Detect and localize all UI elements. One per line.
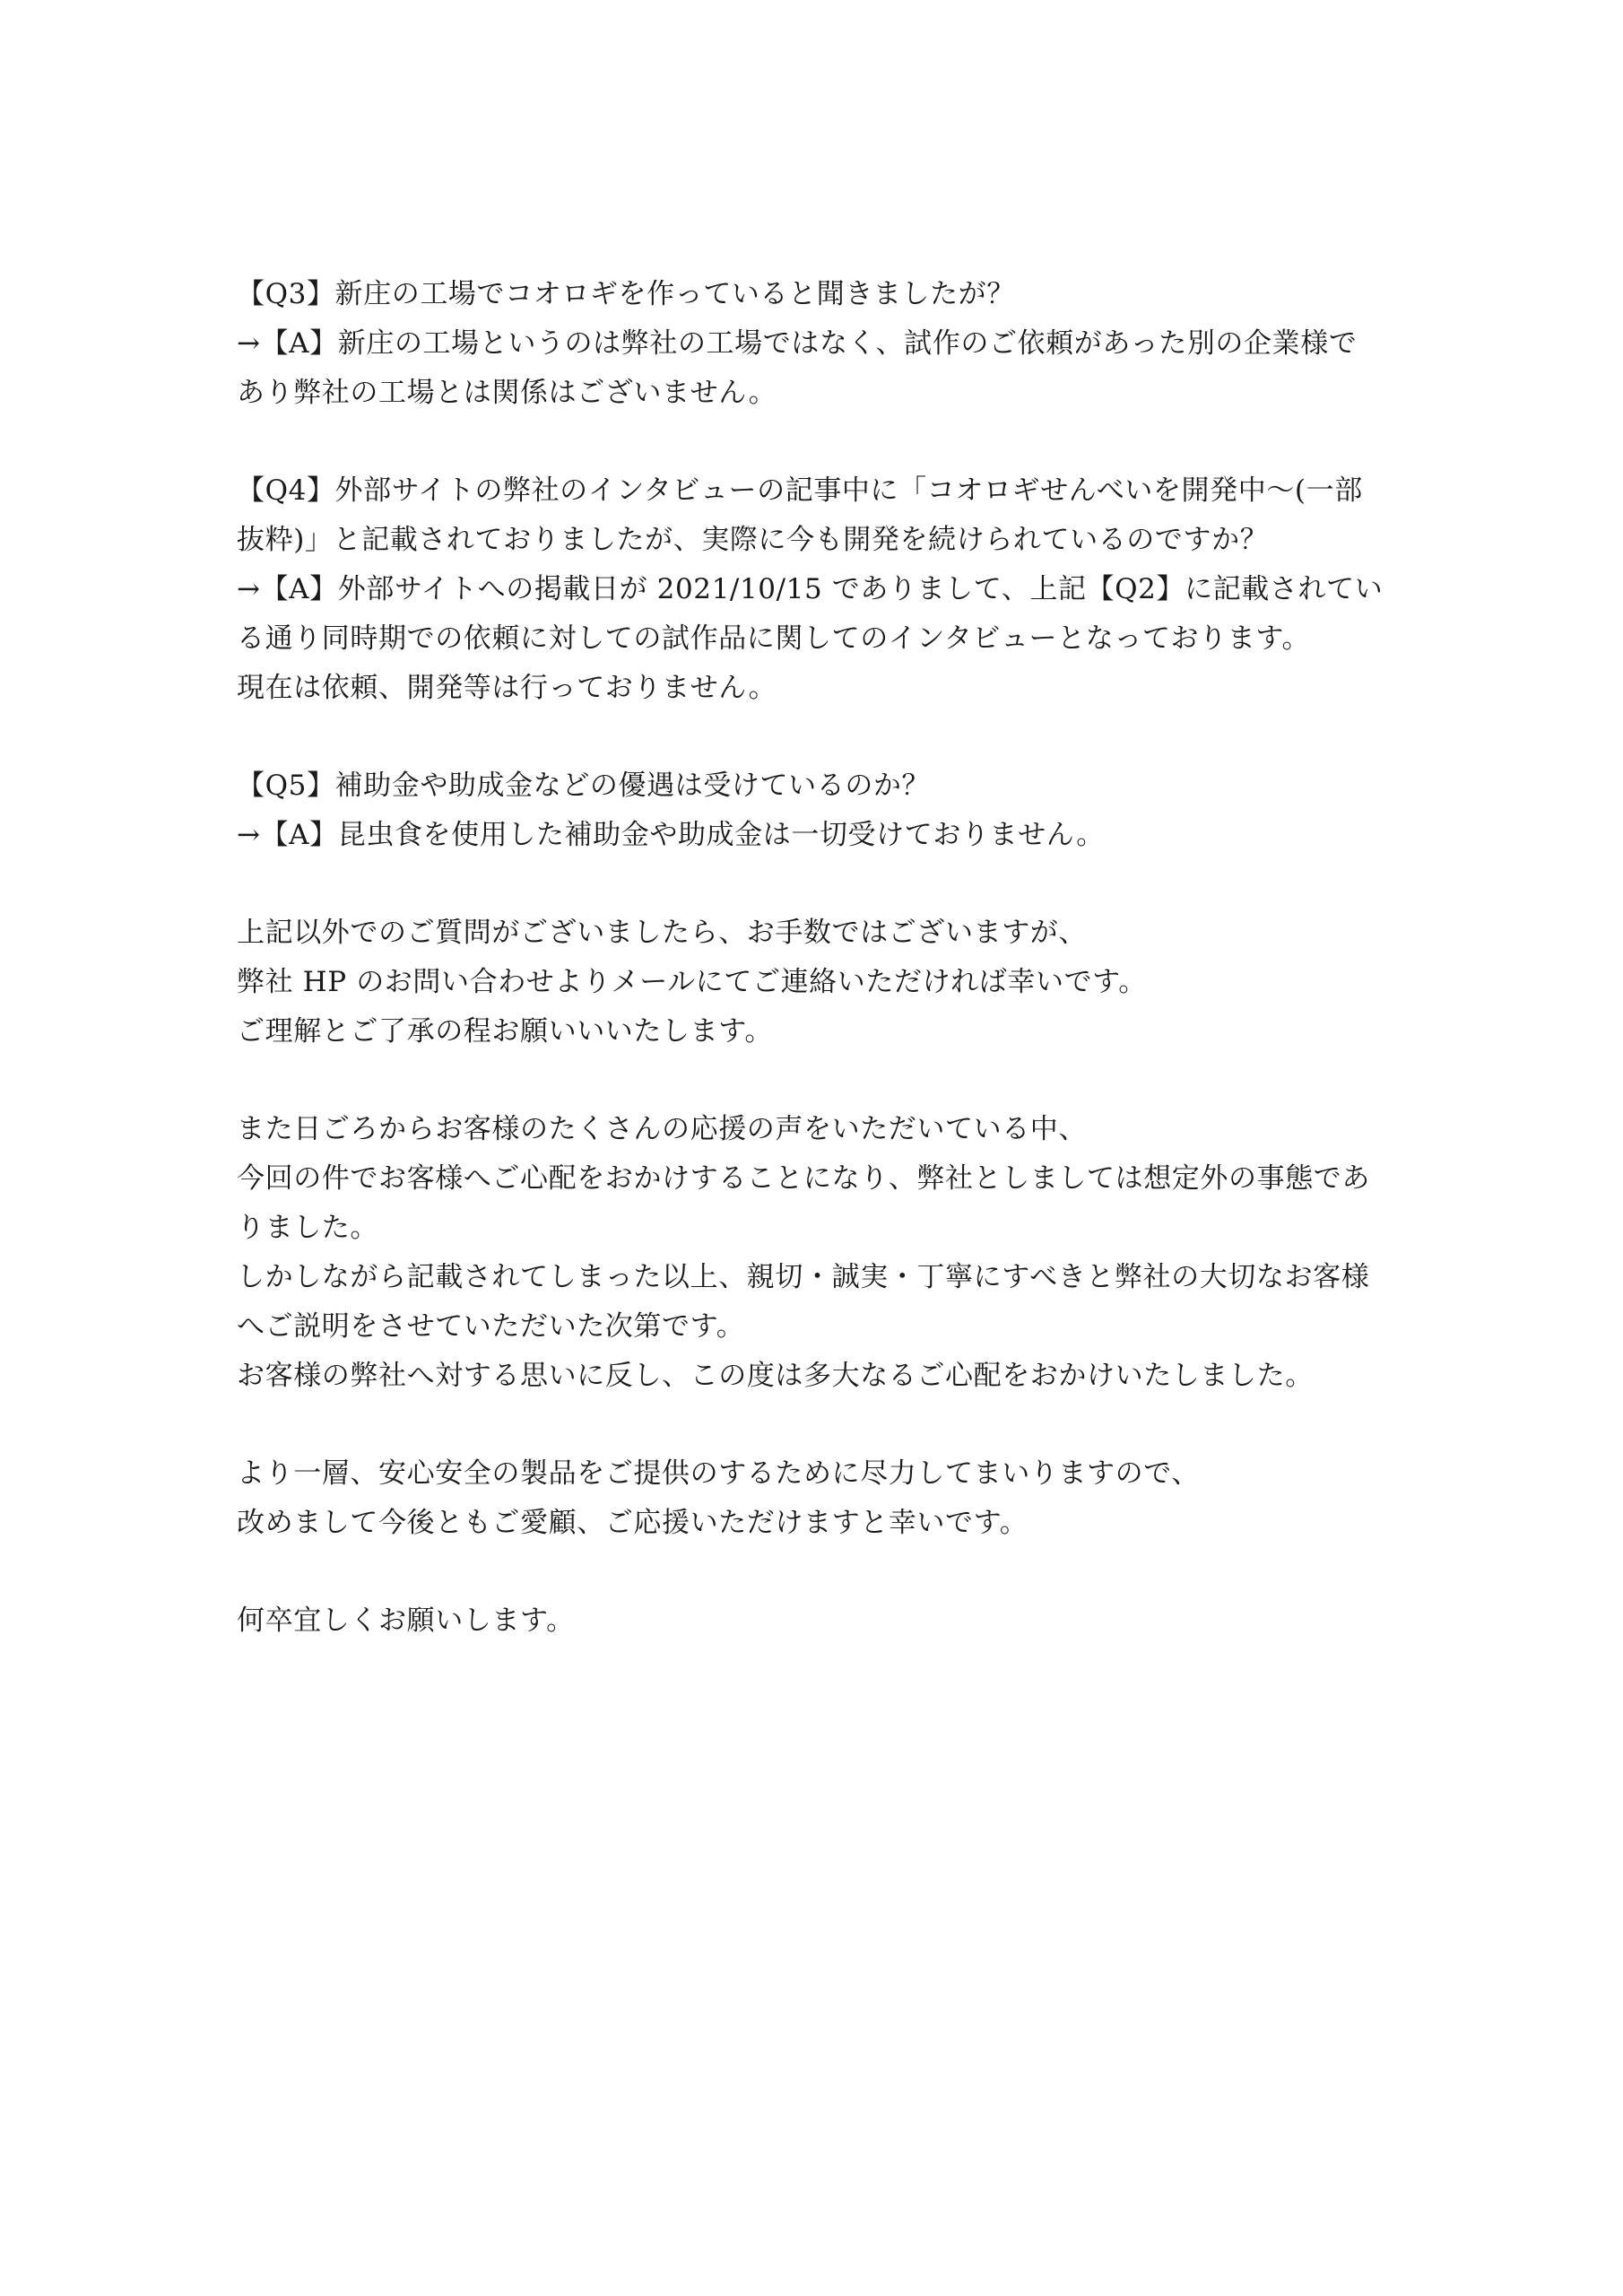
faq-q5-question: 【Q5】補助金や助成金などの優遇は受けているのか？ bbox=[237, 770, 931, 802]
apology-paragraph bbox=[237, 1105, 1402, 1401]
closing-line: 改めまして今後ともご愛顧、ご応援いただけますと幸いです。 bbox=[237, 1507, 1028, 1539]
contact-paragraph bbox=[237, 909, 1402, 1057]
paragraph-gap bbox=[237, 1401, 1402, 1449]
faq-q4 bbox=[237, 466, 1402, 713]
apology-line: しかしながら記載されてしまった以上、親切・誠実・丁寧にすべきと弊社の大切なお客様 bbox=[237, 1261, 1370, 1293]
faq-q4-question-line: 【Q4】外部サイトの弊社のインタビューの記事中に「コオロギせんべいを開発中〜(一部 bbox=[237, 474, 1363, 507]
apology-line: 今回の件でお客様へご心配をおかけすることになり、弊社としましては想定外の事態であ bbox=[237, 1162, 1370, 1195]
contact-line: 上記以外でのご質問がございましたら、お手数ではございますが、 bbox=[237, 917, 1087, 949]
faq-q4-answer-line: る通り同時期での依頼に対しての試作品に関してのインタビューとなっております。 bbox=[237, 622, 1311, 655]
faq-q3-answer-line: →【A】新庄の工場というのは弊社の工場ではなく、試作のご依頼があった別の企業様で bbox=[237, 327, 1358, 360]
faq-q3-question: 【Q3】新庄の工場でコオロギを作っていると聞きましたが？ bbox=[237, 278, 1015, 310]
paragraph-gap bbox=[237, 1057, 1402, 1105]
faq-q4-question-line: 抜粋)」と記載されておりましたが、実際に今も開発を続けられているのですか？ bbox=[237, 524, 1269, 556]
contact-line: ご理解とご了承の程お願いいいたします。 bbox=[237, 1015, 773, 1048]
paragraph-gap bbox=[237, 860, 1402, 909]
paragraph-gap bbox=[237, 418, 1402, 466]
contact-line: 弊社 HP のお問い合わせよりメールにてご連絡いただければ幸いです。 bbox=[237, 966, 1147, 998]
faq-q5-answer: →【A】昆虫食を使用した補助金や助成金は一切受けておりません。 bbox=[237, 819, 1105, 851]
apology-line: お客様の弊社へ対する思いに反し、この度は多大なるご心配をおかけいたしました。 bbox=[237, 1360, 1314, 1392]
signoff-paragraph bbox=[237, 1596, 1402, 1646]
apology-line: また日ごろからお客様のたくさんの応援の声をいただいている中、 bbox=[237, 1113, 1087, 1145]
closing-paragraph bbox=[237, 1449, 1402, 1548]
signoff-line: 何卒宜しくお願いします。 bbox=[237, 1605, 575, 1637]
paragraph-gap bbox=[237, 1548, 1402, 1596]
faq-q5 bbox=[237, 761, 1402, 860]
faq-q4-answer-line: →【A】外部サイトへの掲載日が 2021/10/15 でありまして、上記【Q2】に記載されてい bbox=[237, 573, 1384, 605]
document-body bbox=[237, 270, 1402, 1646]
apology-line: りました。 bbox=[237, 1212, 378, 1244]
apology-line: へご説明をさせていただいた次第です。 bbox=[237, 1310, 745, 1343]
faq-q3-answer-line: あり弊社の工場とは関係はございません。 bbox=[237, 377, 777, 409]
closing-line: より一層、安心安全の製品をご提供のするために尽力してまいりますので、 bbox=[237, 1457, 1200, 1490]
faq-q4-answer-line: 現在は依頼、開発等は行っておりません。 bbox=[237, 672, 777, 704]
faq-q3 bbox=[237, 270, 1402, 418]
paragraph-gap bbox=[237, 713, 1402, 761]
